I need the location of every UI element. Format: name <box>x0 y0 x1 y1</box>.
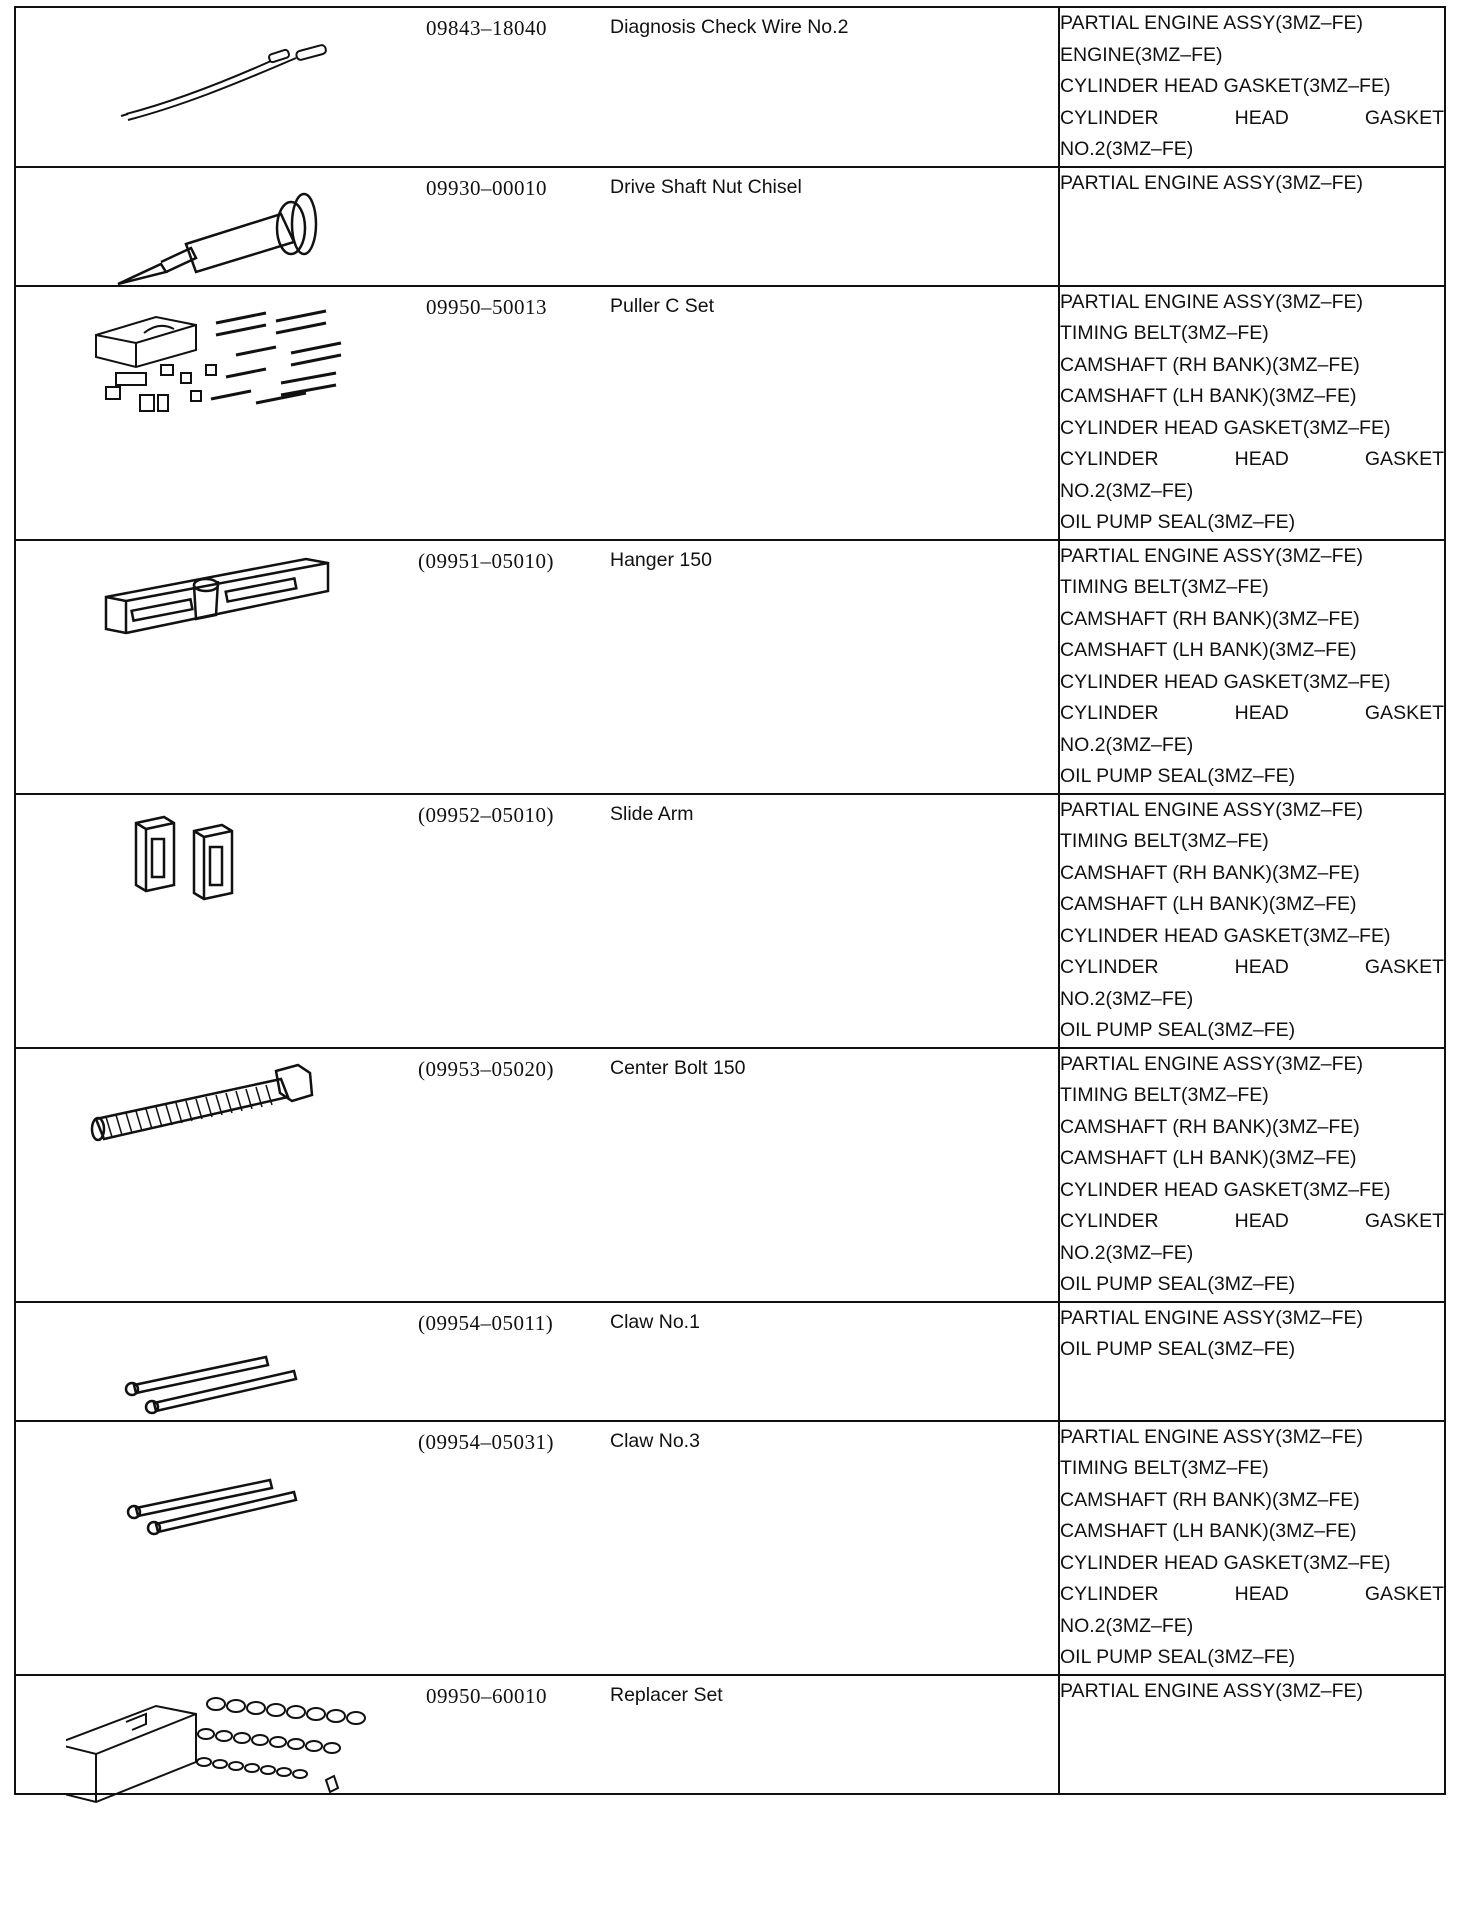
tool-illustration-center-bolt-150 <box>66 1057 396 1182</box>
part-number: (09953–05020) <box>418 1056 554 1081</box>
usage-word: HEAD <box>1234 1210 1289 1232</box>
table-row <box>15 1048 1445 1302</box>
part-number: 09950–60010 <box>426 1683 547 1708</box>
usage-line: PARTIAL ENGINE ASSY(3MZ–FE) <box>1060 544 1364 567</box>
part-number: (09951–05010) <box>418 548 554 573</box>
part-number: 09843–18040 <box>426 16 547 40</box>
usage-line: TIMING BELT(3MZ–FE) <box>1060 1084 1269 1106</box>
usage-line: CAMSHAFT (LH BANK)(3MZ–FE) <box>1060 385 1357 407</box>
usage-line: CAMSHAFT (RH BANK)(3MZ–FE) <box>1060 1488 1360 1511</box>
usage-cell <box>1059 286 1445 540</box>
usage-cell <box>1059 1302 1445 1421</box>
tool-cell <box>15 286 1059 540</box>
sst-table <box>14 6 1446 1795</box>
tool-illustration-replacer-set <box>66 1684 396 1819</box>
usage-line <box>1060 1206 1444 1238</box>
tool-cell <box>15 794 1059 1048</box>
usage-line: CAMSHAFT (LH BANK)(3MZ–FE) <box>1060 1520 1357 1542</box>
usage-line: PARTIAL ENGINE ASSY(3MZ–FE) <box>1060 798 1364 821</box>
usage-line: PARTIAL ENGINE ASSY(3MZ–FE) <box>1060 1425 1364 1448</box>
usage-line <box>1060 1579 1444 1611</box>
usage-line <box>1060 103 1444 135</box>
usage-line: CYLINDER HEAD GASKET(3MZ–FE) <box>1060 75 1391 97</box>
part-number: (09954–05031) <box>418 1429 554 1454</box>
usage-line: TIMING BELT(3MZ–FE) <box>1060 576 1269 598</box>
usage-word: GASKET <box>1364 106 1444 129</box>
usage-word: GASKET <box>1364 702 1444 724</box>
usage-word: HEAD <box>1234 702 1289 724</box>
usage-line: TIMING BELT(3MZ–FE) <box>1060 830 1269 852</box>
usage-line: CYLINDER HEAD GASKET(3MZ–FE) <box>1060 670 1391 693</box>
usage-line: CAMSHAFT (RH BANK)(3MZ–FE) <box>1060 607 1360 630</box>
usage-line: TIMING BELT(3MZ–FE) <box>1060 1457 1269 1479</box>
tool-cell <box>15 1421 1059 1675</box>
tool-cell <box>15 1675 1059 1794</box>
usage-line <box>1060 698 1444 730</box>
usage-line: PARTIAL ENGINE ASSY(3MZ–FE) <box>1060 1679 1364 1702</box>
usage-line: NO.2(3MZ–FE) <box>1060 1241 1194 1264</box>
tool-name: Claw No.3 <box>610 1429 700 1452</box>
usage-word: HEAD <box>1234 448 1289 470</box>
usage-line: OIL PUMP SEAL(3MZ–FE) <box>1060 511 1296 533</box>
usage-cell <box>1059 167 1445 286</box>
tool-name: Puller C Set <box>610 294 715 317</box>
tool-illustration-claw-no3 <box>66 1430 396 1555</box>
tool-illustration-puller-c-set <box>66 295 396 430</box>
usage-line: OIL PUMP SEAL(3MZ–FE) <box>1060 1273 1296 1295</box>
usage-line: NO.2(3MZ–FE) <box>1060 138 1194 160</box>
tool-name: Claw No.1 <box>610 1310 700 1333</box>
usage-line: NO.2(3MZ–FE) <box>1060 1614 1194 1637</box>
tool-cell <box>15 1048 1059 1302</box>
usage-line: OIL PUMP SEAL(3MZ–FE) <box>1060 765 1296 787</box>
usage-line: CYLINDER HEAD GASKET(3MZ–FE) <box>1060 924 1391 947</box>
usage-word: GASKET <box>1364 956 1444 978</box>
usage-line <box>1060 444 1444 476</box>
table-row <box>15 540 1445 794</box>
usage-line: CAMSHAFT (RH BANK)(3MZ–FE) <box>1060 1115 1360 1138</box>
tool-name: Hanger 150 <box>610 548 712 571</box>
usage-line: ENGINE(3MZ–FE) <box>1060 43 1223 66</box>
tool-name: Diagnosis Check Wire No.2 <box>610 16 849 38</box>
usage-line: CYLINDER HEAD GASKET(3MZ–FE) <box>1060 1178 1391 1201</box>
usage-line: CAMSHAFT (RH BANK)(3MZ–FE) <box>1060 861 1360 884</box>
table-row <box>15 167 1445 286</box>
usage-word: HEAD <box>1234 1583 1289 1605</box>
usage-cell <box>1059 1675 1445 1794</box>
usage-word: CYLINDER <box>1060 106 1159 129</box>
tool-cell <box>15 7 1059 167</box>
usage-cell <box>1059 794 1445 1048</box>
table-row <box>15 794 1445 1048</box>
usage-line: CAMSHAFT (RH BANK)(3MZ–FE) <box>1060 353 1360 376</box>
tool-cell <box>15 167 1059 286</box>
usage-line: OIL PUMP SEAL(3MZ–FE) <box>1060 1646 1296 1668</box>
table-row <box>15 1675 1445 1794</box>
usage-line: CAMSHAFT (LH BANK)(3MZ–FE) <box>1060 639 1357 661</box>
usage-word: CYLINDER <box>1060 956 1159 978</box>
usage-cell <box>1059 7 1445 167</box>
part-number: (09954–05011) <box>418 1310 554 1335</box>
usage-line: NO.2(3MZ–FE) <box>1060 733 1194 756</box>
usage-word: GASKET <box>1364 448 1444 470</box>
usage-line: OIL PUMP SEAL(3MZ–FE) <box>1060 1338 1296 1360</box>
usage-line: CAMSHAFT (LH BANK)(3MZ–FE) <box>1060 893 1357 915</box>
usage-line <box>1060 952 1444 984</box>
usage-cell <box>1059 540 1445 794</box>
tool-illustration-diagnosis-check-wire <box>66 16 396 141</box>
usage-cell <box>1059 1048 1445 1302</box>
tool-cell <box>15 1302 1059 1421</box>
usage-line: CYLINDER HEAD GASKET(3MZ–FE) <box>1060 416 1391 439</box>
usage-line: NO.2(3MZ–FE) <box>1060 987 1194 1010</box>
usage-line: OIL PUMP SEAL(3MZ–FE) <box>1060 1019 1296 1041</box>
usage-line: CAMSHAFT (LH BANK)(3MZ–FE) <box>1060 1147 1357 1169</box>
tool-name: Drive Shaft Nut Chisel <box>610 175 802 198</box>
part-number: 09950–50013 <box>426 294 547 319</box>
usage-line: PARTIAL ENGINE ASSY(3MZ–FE) <box>1060 1052 1364 1075</box>
usage-word: CYLINDER <box>1060 448 1159 470</box>
table-row <box>15 7 1445 167</box>
usage-line: TIMING BELT(3MZ–FE) <box>1060 322 1269 344</box>
tool-illustration-hanger-150 <box>66 549 396 674</box>
usage-line: NO.2(3MZ–FE) <box>1060 479 1194 502</box>
table-row <box>15 1421 1445 1675</box>
usage-word: CYLINDER <box>1060 702 1159 724</box>
tool-name: Replacer Set <box>610 1683 723 1706</box>
usage-word: HEAD <box>1234 106 1289 129</box>
usage-word: GASKET <box>1364 1583 1444 1605</box>
usage-word: CYLINDER <box>1060 1583 1159 1605</box>
tool-illustration-claw-no1 <box>66 1311 396 1436</box>
tool-illustration-drive-shaft-nut-chisel <box>66 176 396 301</box>
usage-line: CYLINDER HEAD GASKET(3MZ–FE) <box>1060 1551 1391 1574</box>
usage-word: GASKET <box>1364 1210 1444 1232</box>
usage-line: PARTIAL ENGINE ASSY(3MZ–FE) <box>1060 12 1364 34</box>
usage-line: PARTIAL ENGINE ASSY(3MZ–FE) <box>1060 290 1364 313</box>
table-row <box>15 1302 1445 1421</box>
usage-line: PARTIAL ENGINE ASSY(3MZ–FE) <box>1060 171 1364 194</box>
tool-name: Slide Arm <box>610 802 694 825</box>
part-number: 09930–00010 <box>426 175 547 200</box>
tool-illustration-slide-arm <box>66 803 396 928</box>
usage-cell <box>1059 1421 1445 1675</box>
usage-word: CYLINDER <box>1060 1210 1159 1232</box>
tool-cell <box>15 540 1059 794</box>
usage-line: PARTIAL ENGINE ASSY(3MZ–FE) <box>1060 1306 1364 1329</box>
tool-name: Center Bolt 150 <box>610 1056 746 1079</box>
part-number: (09952–05010) <box>418 802 554 827</box>
table-row <box>15 286 1445 540</box>
usage-word: HEAD <box>1234 956 1289 978</box>
